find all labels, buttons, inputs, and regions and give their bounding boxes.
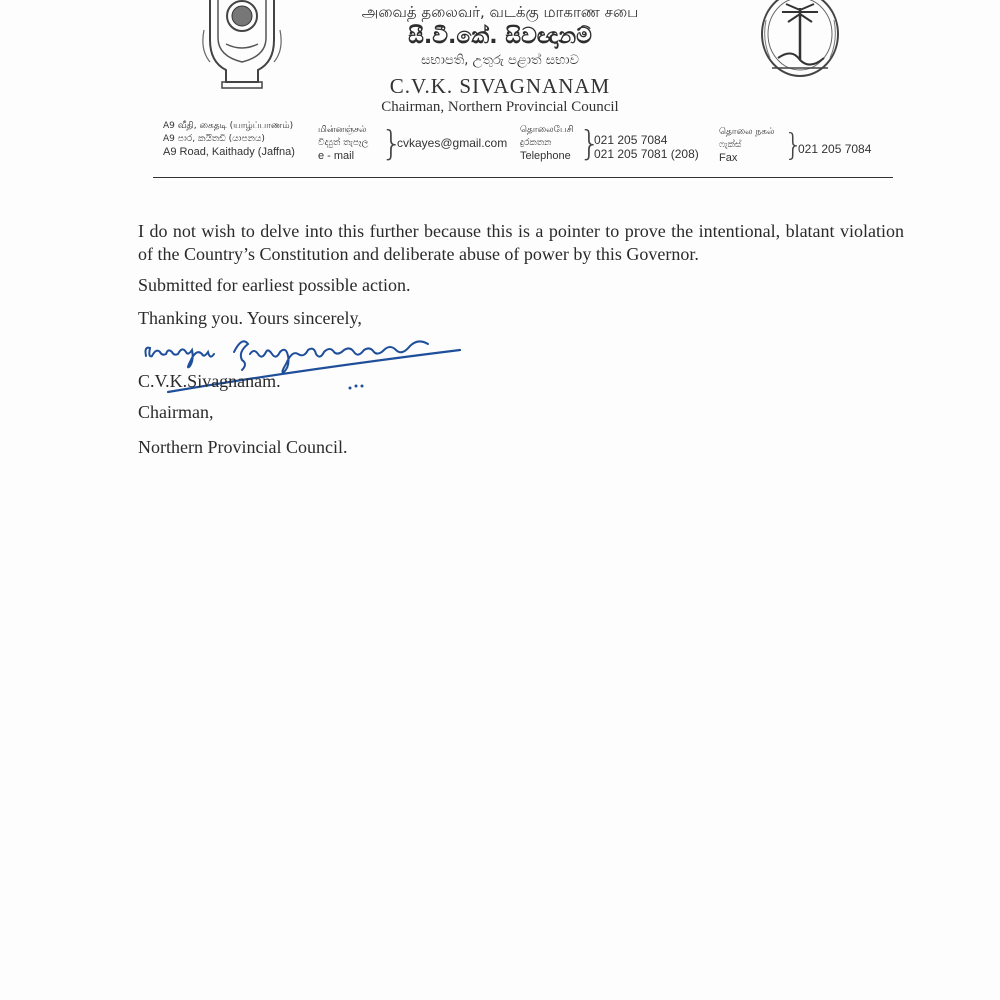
header-sinhala-name: සී.වී.කේ. සිවඥානම් bbox=[408, 24, 592, 49]
header-sinhala-title: සභාපති, උතුරු පළාත් සභාව bbox=[421, 53, 579, 68]
fax-label-english: Fax bbox=[719, 152, 738, 164]
email-label-sinhala: විද්‍යුත් තැපෑල bbox=[318, 138, 369, 148]
signatory-organization: Northern Provincial Council. bbox=[138, 437, 348, 457]
telephone-label-english: Telephone bbox=[520, 150, 571, 162]
letterhead-divider bbox=[153, 177, 893, 178]
telephone-label-sinhala: දුරකතන bbox=[520, 138, 552, 148]
closing-line: Thanking you. Yours sincerely, bbox=[138, 308, 362, 328]
fax-number: 021 205 7084 bbox=[798, 142, 872, 156]
body-paragraph-1: I do not wish to delve into this further because this is a pointer to prove the intentional, blatant violation of the Country’s Constitution and deliberate abuse of power by this Governor. bbox=[138, 221, 904, 264]
email-label-english: e - mail bbox=[318, 150, 355, 162]
brace-icon: } bbox=[784, 128, 804, 163]
telephone-label-block bbox=[520, 124, 574, 163]
telephone-line-2: 021 205 7081 (208) bbox=[594, 147, 699, 161]
body-paragraph-2: Submitted for earliest possible action. bbox=[138, 275, 411, 295]
fax-label-sinhala: ෆැක්ස් bbox=[719, 140, 742, 150]
fax-label-tamil: தொலை நகல் bbox=[719, 127, 775, 137]
header-english-title: Chairman, Northern Provincial Council bbox=[381, 99, 619, 115]
brace-icon: } bbox=[381, 124, 403, 164]
signatory-name: C.V.K.Sivagnanam. bbox=[138, 371, 281, 391]
email-label-block bbox=[318, 124, 368, 163]
email-label-tamil: மின்னஞ்சல் bbox=[318, 125, 367, 135]
signatory-title: Chairman, bbox=[138, 402, 214, 422]
telephone-line-1: 021 205 7084 bbox=[594, 133, 668, 147]
fax-label-block bbox=[719, 126, 774, 165]
header-english-name: C.V.K. SIVAGNANAM bbox=[389, 74, 611, 98]
address-english: A9 Road, Kaithady (Jaffna) bbox=[163, 146, 295, 158]
address-sinhala: A9 පාර, කයිතඩි (යාපනය) bbox=[163, 134, 265, 144]
header-tamil-title: அவைத் தலைவர், வடக்கு மாகாண சபை bbox=[361, 3, 639, 21]
brace-icon: } bbox=[579, 124, 601, 164]
address-tamil: A9 வீதி, கைதடி (யாழ்ப்பாணம்) bbox=[163, 121, 294, 131]
address-block bbox=[163, 120, 295, 159]
email-address: cvkayes@gmail.com bbox=[397, 136, 508, 150]
telephone-numbers bbox=[594, 133, 699, 161]
telephone-label-tamil: தொலைபேசி bbox=[520, 125, 574, 135]
